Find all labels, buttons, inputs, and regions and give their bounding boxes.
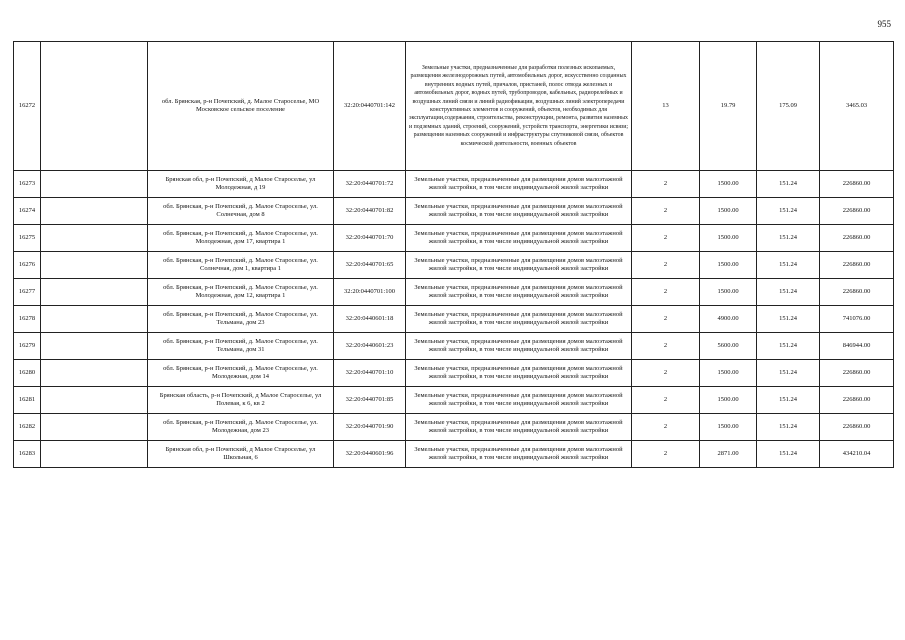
row-address: обл. Брянская, р-н Почепский, д. Малое Староселье, ул. Молодежная, дом 17, квартира 1 [148,225,334,252]
row-value: 226860.00 [820,360,894,387]
row-cadastral-number: 32:20:0440701:72 [334,171,406,198]
row-id: 16273 [14,171,41,198]
row-value: 226860.00 [820,171,894,198]
row-cadastral-number: 32:20:0440701:90 [334,414,406,441]
row-code: 2 [632,225,700,252]
row-land-use: Земельные участки, предназначенные для размещения домов малоэтажной жилой застройки, в том числе индивидуальной жилой застройки [406,198,632,225]
row-area: 1500.00 [700,414,757,441]
row-code: 2 [632,171,700,198]
row-area: 1500.00 [700,252,757,279]
row-id: 16282 [14,414,41,441]
row-land-use: Земельные участки, предназначенные для размещения домов малоэтажной жилой застройки, в том числе индивидуальной жилой застройки [406,387,632,414]
row-address: Брянская обл, р-н Почепский, д Малое Староселье, ул Молодежная, д 19 [148,171,334,198]
page-number: 955 [877,19,891,29]
row-address: обл. Брянская, р-н Почепский, д. Малое Староселье, ул. Тельмана, дом 23 [148,306,334,333]
empty-cell [41,198,148,225]
row-cadastral-number: 32:20:0440701:85 [334,387,406,414]
table-row [14,360,894,387]
row-land-use: Земельные участки, предназначенные для размещения домов малоэтажной жилой застройки, в том числе индивидуальной жилой застройки [406,333,632,360]
row-cadastral-number: 32:20:0440601:96 [334,441,406,468]
row-area: 1500.00 [700,171,757,198]
row-rate: 151.24 [757,333,820,360]
row-area: 1500.00 [700,225,757,252]
row-area: 1500.00 [700,360,757,387]
row-code: 2 [632,360,700,387]
row-address: обл. Брянская, р-н Почепский, д. Малое Староселье, ул. Молодежная, дом 23 [148,414,334,441]
row-cadastral-number: 32:20:0440601:18 [334,306,406,333]
empty-cell [41,360,148,387]
row-land-use: Земельные участки, предназначенные для размещения домов малоэтажной жилой застройки, в том числе индивидуальной жилой застройки [406,252,632,279]
row-cadastral-number: 32:20:0440701:142 [334,42,406,171]
row-value: 846944.00 [820,333,894,360]
row-rate: 151.24 [757,414,820,441]
row-area: 2871.00 [700,441,757,468]
row-cadastral-number: 32:20:0440701:65 [334,252,406,279]
row-rate: 151.24 [757,171,820,198]
empty-cell [41,171,148,198]
row-land-use: Земельные участки, предназначенные для размещения домов малоэтажной жилой застройки, в том числе индивидуальной жилой застройки [406,171,632,198]
row-area: 4900.00 [700,306,757,333]
row-rate: 151.24 [757,252,820,279]
row-value: 741076.00 [820,306,894,333]
row-id: 16275 [14,225,41,252]
row-land-use: Земельные участки, предназначенные для размещения домов малоэтажной жилой застройки, в том числе индивидуальной жилой застройки [406,279,632,306]
row-land-use: Земельные участки, предназначенные для размещения домов малоэтажной жилой застройки, в том числе индивидуальной жилой застройки [406,441,632,468]
row-rate: 151.24 [757,360,820,387]
row-land-use: Земельные участки, предназначенные для размещения домов малоэтажной жилой застройки, в том числе индивидуальной жилой застройки [406,225,632,252]
row-cadastral-number: 32:20:0440701:70 [334,225,406,252]
row-code: 2 [632,441,700,468]
row-code: 2 [632,387,700,414]
empty-cell [41,306,148,333]
row-code: 2 [632,279,700,306]
empty-cell [41,414,148,441]
empty-cell [41,42,148,171]
table-row [14,414,894,441]
row-cadastral-number: 32:20:0440701:100 [334,279,406,306]
row-cadastral-number: 32:20:0440701:10 [334,360,406,387]
row-id: 16278 [14,306,41,333]
table-row [14,42,894,171]
land-registry-table [13,41,894,468]
row-land-use: Земельные участки, предназначенные для разработки полезных ископаемых, размещения железнодорожных путей, автомобильных дорог, искусственно созданных внутренних водных путей, причалов, пристаней, полос отвода железных и автомобильных дорог, водных путей, трубопроводов, кабельных, радиорелейных и воздушных линий связи и линий радиофикации, воздушных линий электропередачи конструктивных элементов и сооружений, объектов, необходимых для эксплуатации,содержания, строительства, реконструкции, ремонта, развития наземных и подземных зданий, строений, сооружений, устройств транспорта, энергетики исвязи; размещения наземных сооружений и инфраструктуры спутниковой связи, объектов космической деятельности, военных объектов [406,42,632,171]
row-address: обл. Брянская, р-н Почепский, д. Малое Староселье, ул. Солнечная, дом 1, квартира 1 [148,252,334,279]
empty-cell [41,333,148,360]
row-rate: 151.24 [757,441,820,468]
row-id: 16283 [14,441,41,468]
table-row [14,306,894,333]
row-area: 1500.00 [700,387,757,414]
row-id: 16276 [14,252,41,279]
row-value: 226860.00 [820,387,894,414]
row-rate: 151.24 [757,306,820,333]
row-address: Брянская обл, р-н Почепский, д Малое Староселье, ул Школьная, 6 [148,441,334,468]
table-row [14,225,894,252]
row-address: обл. Брянская, р-н Почепский, д. Малое Староселье, ул. Тельмана, дом 31 [148,333,334,360]
row-code: 2 [632,198,700,225]
row-rate: 151.24 [757,225,820,252]
row-area: 1500.00 [700,198,757,225]
row-rate: 151.24 [757,387,820,414]
row-value: 434210.04 [820,441,894,468]
row-value: 226860.00 [820,225,894,252]
row-land-use: Земельные участки, предназначенные для размещения домов малоэтажной жилой застройки, в том числе индивидуальной жилой застройки [406,414,632,441]
row-id: 16280 [14,360,41,387]
table-row [14,252,894,279]
row-address: обл. Брянская, р-н Почепский, д. Малое Староселье, ул. Молодежная, дом 14 [148,360,334,387]
row-id: 16279 [14,333,41,360]
row-code: 2 [632,306,700,333]
row-code: 13 [632,42,700,171]
row-code: 2 [632,333,700,360]
table-row [14,279,894,306]
table-row [14,171,894,198]
empty-cell [41,279,148,306]
row-id: 16281 [14,387,41,414]
row-address: обл. Брянская, р-н Почепский, д. Малое Староселье, ул. Солнечная, дом 8 [148,198,334,225]
row-cadastral-number: 32:20:0440601:23 [334,333,406,360]
row-value: 226860.00 [820,198,894,225]
row-rate: 151.24 [757,279,820,306]
row-rate: 175.09 [757,42,820,171]
row-value: 226860.00 [820,279,894,306]
empty-cell [41,387,148,414]
row-code: 2 [632,414,700,441]
table-row [14,198,894,225]
table-row [14,387,894,414]
table-row [14,441,894,468]
row-address: обл. Брянская, р-н Почепский, д. Малое Староселье, ул. Молодежная, дом 12, квартира 1 [148,279,334,306]
row-id: 16277 [14,279,41,306]
row-id: 16272 [14,42,41,171]
row-code: 2 [632,252,700,279]
row-value: 226860.00 [820,414,894,441]
row-area: 19.79 [700,42,757,171]
row-cadastral-number: 32:20:0440701:82 [334,198,406,225]
table-body [14,42,894,468]
empty-cell [41,225,148,252]
row-value: 3465.03 [820,42,894,171]
row-id: 16274 [14,198,41,225]
row-address: Брянская область, р-н Почепский, д Малое Староселье, ул Полевая, к 6, кв 2 [148,387,334,414]
row-area: 5600.00 [700,333,757,360]
row-land-use: Земельные участки, предназначенные для размещения домов малоэтажной жилой застройки, в том числе индивидуальной жилой застройки [406,360,632,387]
empty-cell [41,441,148,468]
row-value: 226860.00 [820,252,894,279]
row-rate: 151.24 [757,198,820,225]
table-row [14,333,894,360]
empty-cell [41,252,148,279]
row-address: обл. Брянская, р-н Почепский, д. Малое Староселье, МО Московское сельское поселение [148,42,334,171]
row-land-use: Земельные участки, предназначенные для размещения домов малоэтажной жилой застройки, в том числе индивидуальной жилой застройки [406,306,632,333]
row-area: 1500.00 [700,279,757,306]
